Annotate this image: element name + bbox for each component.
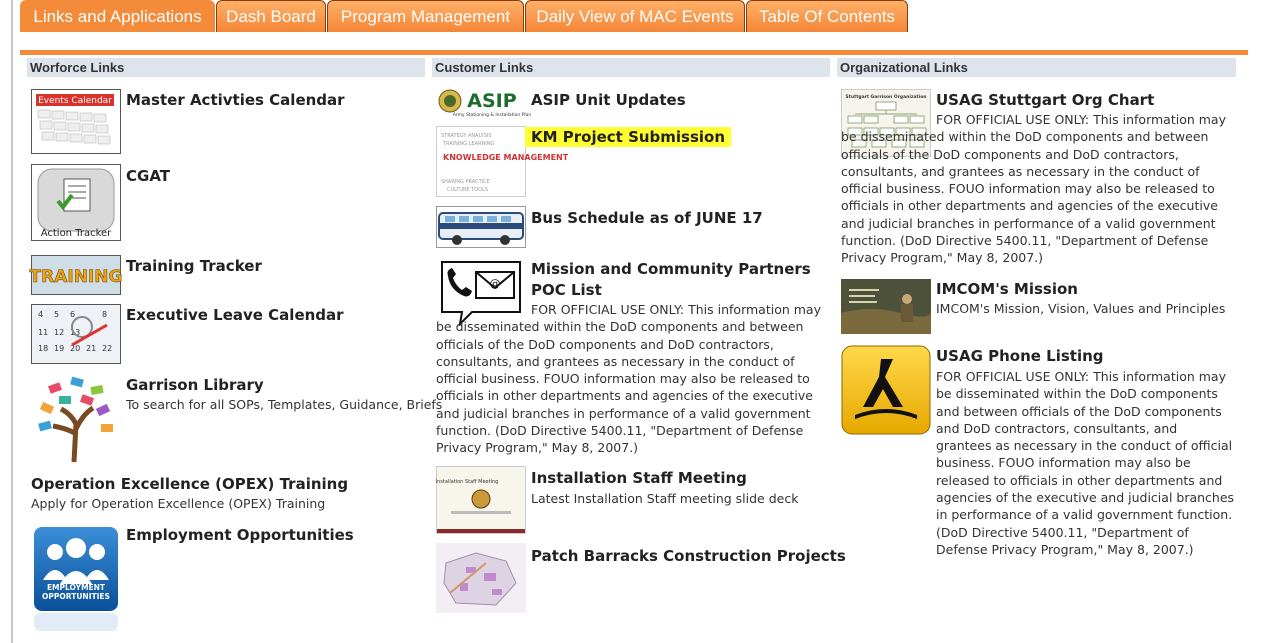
training-thumbnail[interactable] [31,255,121,295]
tab-links-and-applications[interactable]: Links and Applications [20,0,215,32]
svg-text:20: 20 [70,344,81,353]
imcom-mission-link[interactable]: IMCOM's Mission [936,280,1078,298]
knowledge-management-thumbnail[interactable] [436,126,569,197]
bus-icon[interactable] [436,206,526,248]
asip-logo[interactable] [436,88,532,118]
svg-text:SHARING PRACTICE: SHARING PRACTICE [441,179,490,185]
action-tracker-thumbnail[interactable] [31,164,121,241]
installation-staff-meeting-description: Latest Installation Staff meeting slide deck [531,491,799,506]
employment-opportunities-label: EMPLOYMENT OPPORTUNITIES [42,583,110,601]
phone-listing-fouo-text: FOR OFFICIAL USE ONLY: This information may be disseminated within the DoD components and between officials of the DoD components and DoD contractors, consultants, and grantees as necessary in the conduct of official business. FOUO information may also be released to officials in other departments and agencies of the executive and judicial branches in performance of a valid government function. (DoD Directive 5400.11, "Department of Defense Privacy Program," May 8, 2007.) [936,369,1235,557]
training-label: TRAINING [29,267,123,287]
knowledge-management-label: KNOWLEDGE MANAGEMENT [443,153,569,162]
svg-text:@: @ [489,277,501,290]
mission-partners-poc-link[interactable]: Mission and Community Partners POC List [531,260,811,299]
tab-table-of-contents[interactable]: Table Of Contents [746,0,908,32]
column-heading: Worforce Links [27,58,425,77]
page-left-border [0,0,13,643]
tab-daily-view-mac-events[interactable]: Daily View of MAC Events [525,0,745,32]
highlighted-link-text[interactable]: KM Project Submission [525,127,731,147]
svg-text:22: 22 [102,344,113,353]
executive-leave-calendar-link[interactable]: Executive Leave Calendar [126,306,344,324]
tab-dash-board[interactable]: Dash Board [216,0,326,32]
phone-listing-fouo-description [841,368,1236,558]
employment-opportunities-link[interactable]: Employment Opportunities [126,526,354,544]
cgat-link[interactable]: CGAT [126,167,170,185]
action-tracker-label: Action Tracker [40,228,112,239]
garrison-library-link[interactable]: Garrison Library [126,376,264,394]
master-activities-calendar-link[interactable]: Master Activties Calendar [126,91,345,109]
asip-logo-text: ASIP [467,90,517,112]
org-chart-thumbnail-title: Stuttgart Garrison Organization [845,95,927,100]
svg-text:11: 11 [38,328,49,337]
customer-links-column [432,58,830,77]
events-calendar-label: Events Calendar [38,96,112,106]
usag-phone-listing-link[interactable]: USAG Phone Listing [936,347,1104,365]
column-heading: Organizational Links [837,58,1236,77]
opex-training-link[interactable]: Operation Excellence (OPEX) Training [31,475,349,493]
svg-text:5: 5 [54,310,60,319]
employment-opportunities-icon[interactable] [33,526,119,632]
org-chart-fouo-description: FOR OFFICIAL USE ONLY: This information may be disseminated within the DoD components and between officials of the DoD components and DoD contractors, consultants, and grantees as necessary in the conduct of official business. FOUO information may also be released to officials in other departments and agencies of the executive and judicial branches in performance of a valid government function. (DoD Directive 5400.11, "Department of Defense Privacy Program," May 8, 2007.) [841,112,1226,266]
patch-barracks-map-thumbnail[interactable] [436,543,526,613]
svg-text:21: 21 [86,344,97,353]
usag-stuttgart-org-chart-link[interactable]: USAG Stuttgart Org Chart [936,91,1155,109]
opex-training-description: Apply for Operation Excellence (OPEX) Training [31,496,326,511]
organizational-links-column [837,58,1236,77]
leave-calendar-thumbnail[interactable] [31,304,121,364]
imcom-mission-thumbnail[interactable] [841,279,931,334]
svg-text:STRATEGY ANALYSIS: STRATEGY ANALYSIS [441,133,492,139]
svg-text:18: 18 [38,344,49,353]
asip-unit-updates-link[interactable]: ASIP Unit Updates [531,91,686,109]
mission-partners-fouo-description: FOR OFFICIAL USE ONLY: This information may be disseminated within the DoD components and between officials of the DoD components and DoD contractors, consultants, and grantees as necessary in the conduct of official business. FOUO information may also be released to officials in other departments and agencies of the executive and judicial branches in performance of a valid government function. (DoD Directive 5400.11, "Department of Defense Privacy Program," May 8, 2007.) [436,302,821,456]
svg-text:6: 6 [70,310,76,319]
staff-meeting-thumbnail[interactable] [436,466,526,534]
asip-logo-subtitle: Army Stationing & Installation Plan [452,113,532,118]
tab-underline [20,50,1248,55]
tab-program-management[interactable]: Program Management [327,0,524,32]
column-heading: Customer Links [432,58,830,77]
events-calendar-thumbnail[interactable] [31,89,121,154]
svg-text:19: 19 [54,344,65,353]
svg-text:13: 13 [70,328,81,337]
staff-meeting-thumbnail-title: Installation Staff Meeting [435,479,499,485]
installation-staff-meeting-link[interactable]: Installation Staff Meeting [531,469,747,487]
imcom-mission-description: IMCOM's Mission, Vision, Values and Principles [936,301,1226,316]
workforce-links-column [27,58,425,77]
svg-text:12: 12 [54,328,65,337]
km-project-submission-link[interactable] [525,128,731,146]
library-tree-icon[interactable] [31,374,121,464]
svg-text:CULTURE TOOLS: CULTURE TOOLS [447,187,489,193]
svg-text:8: 8 [102,310,108,319]
svg-text:TRAINING LEARNING: TRAINING LEARNING [443,141,495,147]
training-tracker-link[interactable]: Training Tracker [126,257,262,275]
bus-schedule-link[interactable]: Bus Schedule as of JUNE 17 [531,209,763,227]
patch-barracks-construction-link[interactable]: Patch Barracks Construction Projects [531,547,846,565]
svg-text:4: 4 [38,310,44,319]
garrison-library-description: To search for all SOPs, Templates, Guidance, Briefs [126,397,443,412]
